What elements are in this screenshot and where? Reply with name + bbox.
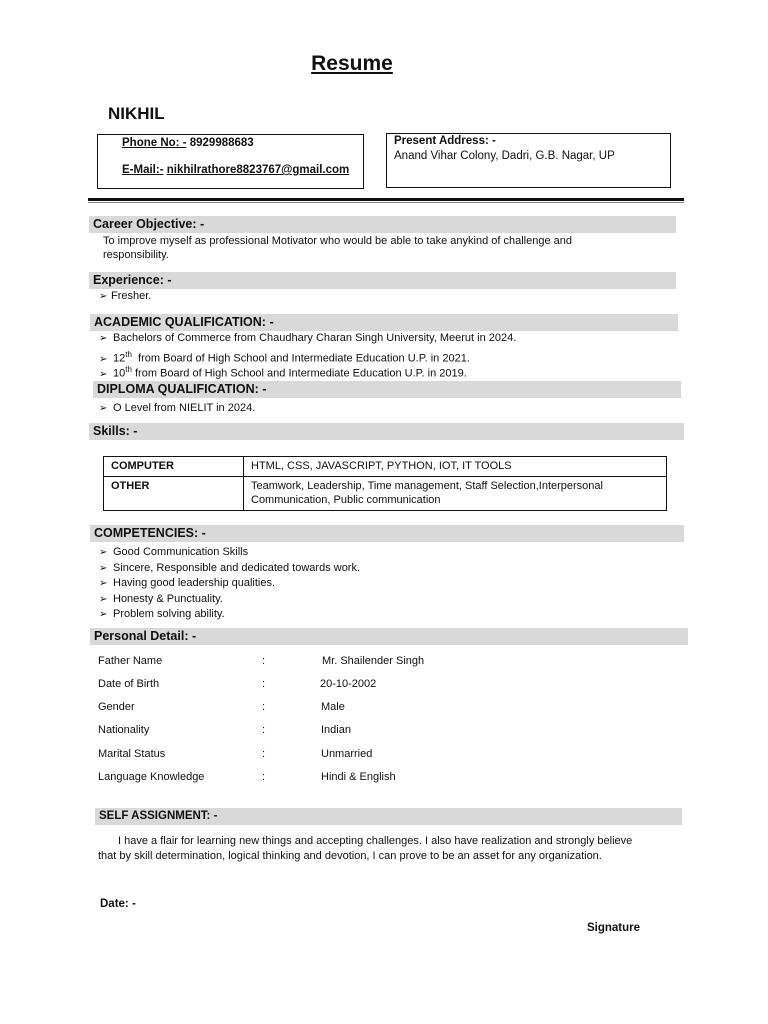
phone-label: Phone No: - [122,137,187,149]
experience-heading: Experience: - [89,272,676,289]
self-assignment-line1: I have a flair for learning new things and accepting challenges. I also have realization and strongly believe [118,835,633,847]
arrow-bullet-icon: ➢ [99,547,108,558]
dob-value: 20-10-2002 [320,678,377,690]
signature-label: Signature [587,922,641,934]
nationality-value: Indian [321,724,351,736]
header-divider-thin [88,202,684,203]
diploma-heading: DIPLOMA QUALIFICATION: - [93,381,681,398]
gender-value: Male [321,701,345,713]
self-assignment-heading: SELF ASSIGNMENT: - [95,808,682,825]
email-value: nikhilrathore8823767@gmail.com [166,164,350,176]
separator: : [262,655,266,667]
skills-row-label: COMPUTER [104,457,244,477]
arrow-bullet-icon: ➢ [99,578,108,589]
academic-heading: ACADEMIC QUALIFICATION: - [90,314,678,331]
skills-row-value: HTML, CSS, JAVASCRIPT, PYTHON, IOT, IT TOOLS [244,457,667,477]
personal-heading: Personal Detail: - [90,628,688,645]
academic-item-2: ➢ 12th from Board of High School and Intermediate Education U.P. in 2021. [99,348,470,367]
language-value: Hindi & English [321,771,396,783]
list-item: ➢ Problem solving ability. [99,607,360,623]
diploma-item: ➢ O Level from NIELIT in 2024. [99,401,255,417]
phone-line [122,137,254,149]
address-value: Anand Vihar Colony, Dadri, G.B. Nagar, UP [394,150,615,162]
separator: : [262,678,266,690]
separator: : [262,701,266,713]
career-heading: Career Objective: - [89,216,676,233]
arrow-bullet-icon: ➢ [99,593,108,605]
dob-label: Date of Birth [98,678,160,690]
list-item: ➢ Honesty & Punctuality. [99,592,360,608]
skills-row-label: OTHER [104,477,244,511]
competencies-heading: COMPETENCIES: - [90,525,684,542]
arrow-bullet-icon: ➢ [99,609,108,620]
language-label: Language Knowledge [98,771,205,783]
separator: : [262,748,266,760]
gender-label: Gender [98,701,135,713]
academic-item-3: ➢ 10th from Board of High School and Intermediate Education U.P. in 2019. [99,363,467,382]
career-text-line1: To improve myself as professional Motivator who would be able to take anykind of challenge and [103,235,572,247]
nationality-label: Nationality [98,724,150,736]
academic-item-1: ➢ Bachelors of Commerce from Chaudhary Charan Singh University, Meerut in 2024. [99,331,516,347]
skills-row-value: Teamwork, Leadership, Time management, Staff Selection,Interpersonal Communication, Public communication [244,477,667,511]
experience-item: ➢ Fresher. [99,289,151,305]
skills-row-other [104,477,667,511]
list-item: ➢ Good Communication Skills [99,545,360,561]
arrow-bullet-icon: ➢ [99,562,108,574]
email-line [122,164,349,176]
email-label: E-Mail:- [122,164,164,176]
skills-table [103,456,667,511]
marital-label: Marital Status [98,748,166,760]
father-value: Mr. Shailender Singh [322,655,425,667]
header-divider [88,198,684,201]
competencies-list [99,545,360,623]
document-title: Resume [311,52,393,75]
father-label: Father Name [98,655,163,667]
list-item: ➢ Sincere, Responsible and dedicated towards work. [99,561,360,577]
self-assignment-line2: that by skill determination, logical thinking and devotion, I can prove to be an asset for any organization. [98,850,602,862]
address-label: Present Address: - [394,135,496,147]
phone-value: 8929988683 [189,137,254,149]
skills-row-computer [104,457,667,477]
arrow-bullet-icon: ➢ [99,403,108,414]
separator: : [262,771,266,783]
date-label: Date: - [100,898,136,910]
list-item: ➢ Having good leadership qualities. [99,576,360,592]
arrow-bullet-icon: ➢ [99,353,108,365]
arrow-bullet-icon: ➢ [99,333,108,344]
candidate-name: NIKHIL [108,104,165,123]
contact-box [97,134,364,189]
marital-value: Unmarried [321,748,373,760]
skills-heading: Skills: - [89,423,684,440]
address-box [386,133,671,188]
separator: : [262,724,266,736]
arrow-bullet-icon: ➢ [99,368,108,380]
career-text-line2: responsibility. [103,249,169,261]
arrow-bullet-icon: ➢ [99,291,108,302]
